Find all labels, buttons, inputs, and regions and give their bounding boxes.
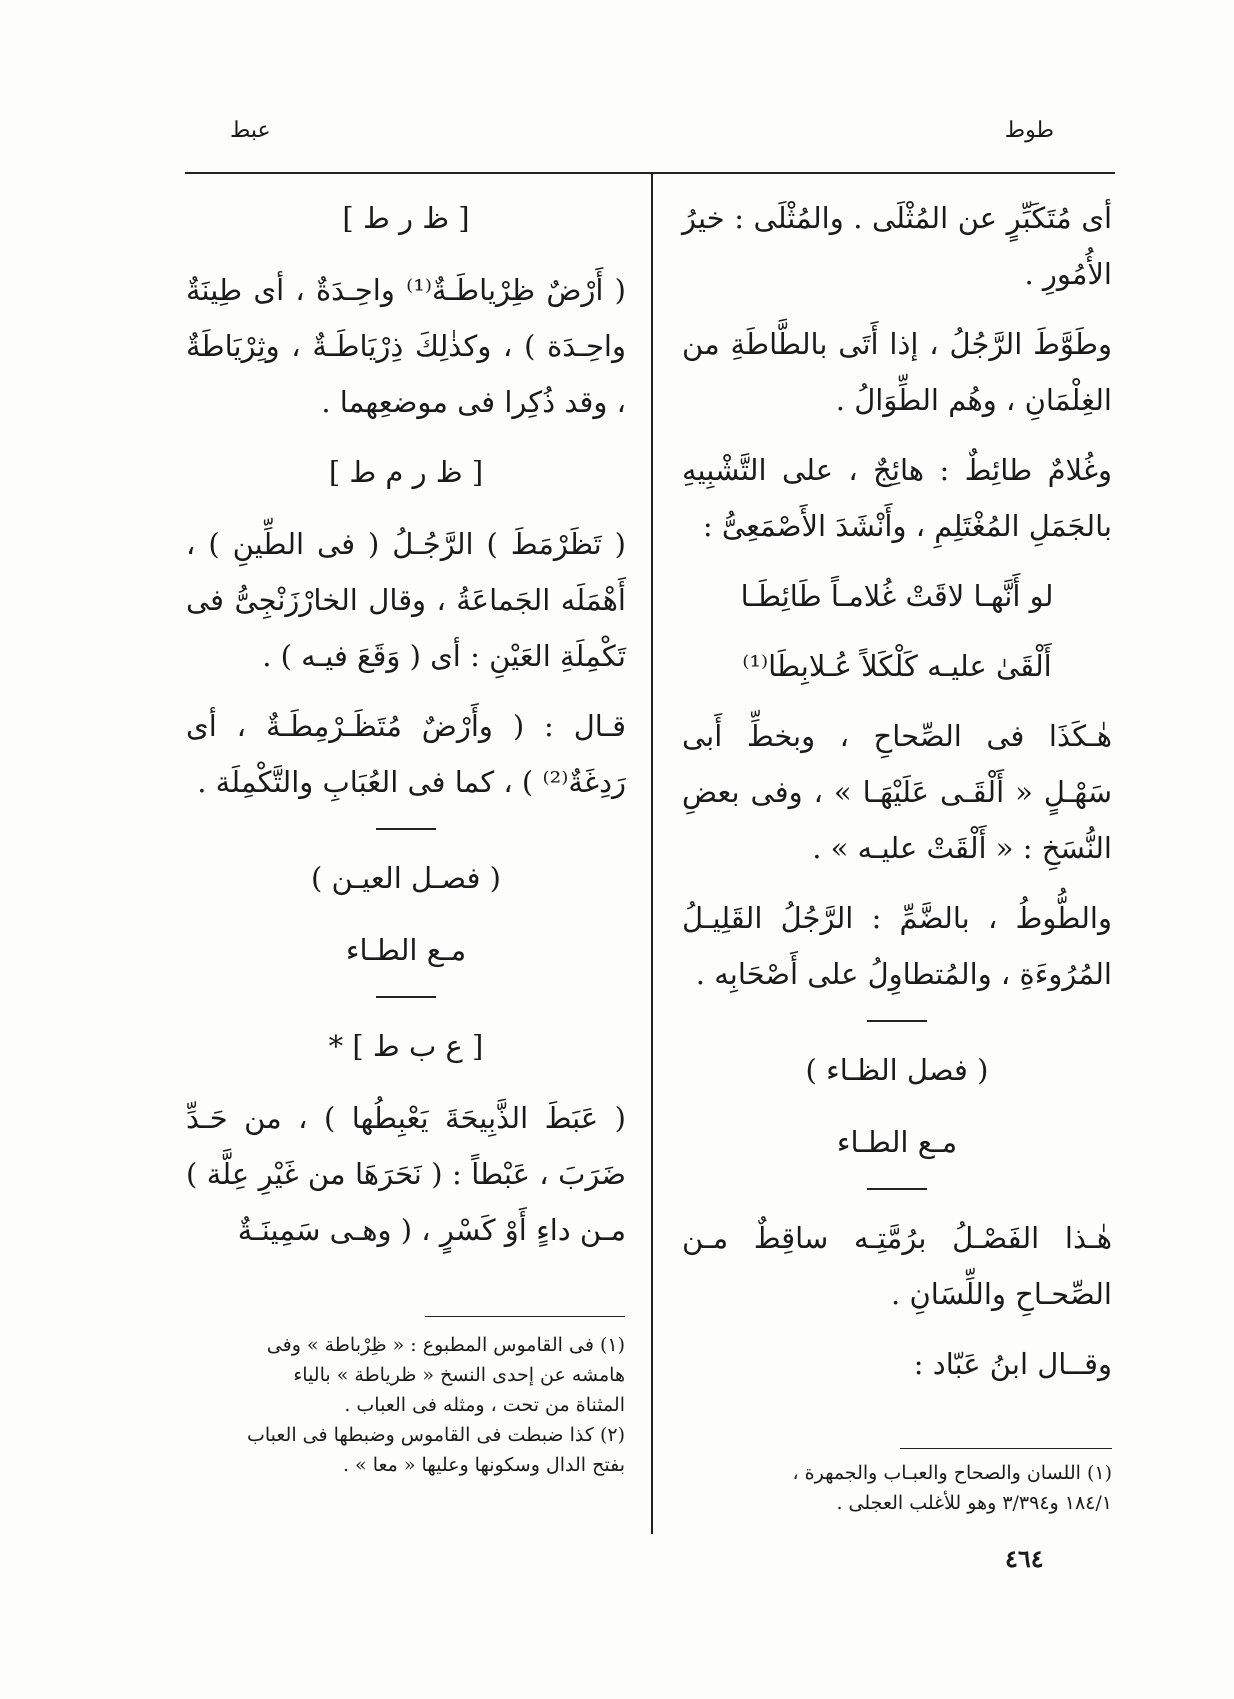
verse-line: لو أَنَّهـا لاقَتْ غُلامـاً طَائِطَـا (740, 579, 1054, 613)
footnote-line: ١٨٤/١ و٣/٣٩٤ وهو للأغلب العجلى . (836, 1492, 1112, 1514)
section-title: ( فصـل العيـن ) (311, 861, 501, 895)
right-column (682, 190, 1112, 1406)
header-rule (185, 172, 1115, 174)
footnotes-left (180, 1330, 625, 1480)
separator (867, 1188, 927, 1190)
paragraph: وغُلامٌ طائِطٌ : هائِجٌ ، على التَّشْبِيهِ بالجَمَلِ المُغْتَلِمِ ، وأَنْشَدَ الأَصْمَعِىُّ : (682, 453, 1112, 543)
paragraph: ( أَرْضٌ ظِرْياطَـةٌ⁽¹⁾ واحِـدَةٌ ، أى طِينَةٌ واحِـدَة ) ، وكذٰلِكَ ذِرْيَاطَـةٌ ، وثِرْيَاطَةٌ ، وقد ذُكِرا فى موضعِهما . (186, 273, 626, 419)
footnote-line: (٢) كذا ضبطت فى القاموس وضبطها فى العباب (246, 1424, 625, 1446)
paragraph: هٰـكَذَا فى الصِّحاحِ ، وبخطِّ أَبى سَهْـلٍ « أَلْقَـى عَلَيْهَـا » ، وفى بعضِ النُّسَخِ : « أَلْقَتْ عليـه » . (682, 719, 1112, 865)
paragraph: وقــال ابنُ عَبّاد : (913, 1347, 1112, 1381)
column-divider (651, 172, 653, 1534)
footnote-rule (900, 1448, 1112, 1449)
footnote-rule (425, 1316, 625, 1317)
separator (376, 996, 436, 998)
paragraph: قـال : ( وأَرْضٌ مُتَظَـرْمِطَـةٌ ، أى رَدِغَةٌ⁽²⁾ ) ، كما فى العُبَابِ والتَّكْمِلَة . (186, 709, 626, 799)
root-heading: [ ع ب ط ] * (328, 1029, 484, 1063)
footnote-line: المثناة من تحت ، ومثله فى العباب . (344, 1394, 625, 1416)
verse-line: أَلْقَىٰ عليـه كَلْكَلاً عُـلابِطَا⁽¹⁾ (742, 649, 1052, 683)
paragraph: هٰـذا الفَصْـلُ برُمَّتِـه ساقِطٌ مـن الصِّحـاحِ واللِّسَانِ . (682, 1221, 1112, 1311)
separator (867, 1020, 927, 1022)
section-subtitle: مـع الطـاء (345, 933, 467, 967)
root-heading: [ ظ ر ط ] (342, 201, 470, 235)
footnote-line: بفتح الدال وسكونها وعليها « معا » . (342, 1454, 625, 1476)
header-entry-right: طوط (1004, 118, 1054, 143)
header-entry-left: عبط (230, 118, 271, 143)
paragraph: ( عَبَطَ الذَّبِيحَةَ يَعْبِطُها ) ، من حَـدِّ ضَرَبَ ، عَبْطاً : ( نَحَرَهَا من غَيْرِ عِلَّة ) مـن داءٍ أَوْ كَسْرٍ ، ( وهـى سَمِينَـةٌ (186, 1101, 626, 1247)
section-subtitle: مـع الطـاء (836, 1125, 958, 1159)
page-number: ٤٦٤ (1005, 1544, 1044, 1573)
footnote-line: (١) فى القاموس المطبوع : « ظِرْباطة » وفى (266, 1334, 625, 1356)
section-title: ( فصل الظـاء ) (805, 1053, 989, 1087)
footnotes-right (690, 1458, 1112, 1518)
paragraph: أى مُتَكَبِّرٍ عن المُثْلَى . والمُثْلَى : خيرُ الأُمُورِ . (682, 201, 1112, 291)
left-column (186, 190, 626, 1272)
footnote-line: (١) اللسان والصحاح والعبـاب والجمهرة ، (792, 1462, 1112, 1484)
paragraph: وطَوَّطَ الرَّجُلُ ، إذا أَتَى بالطَّاطَةِ من الغِلْمَانِ ، وهُم الطِّوَالُ . (682, 327, 1112, 417)
separator (376, 828, 436, 830)
paragraph: والطُّوطُ ، بالضَّمِّ : الرَّجُلُ القَلِيـلُ المُرُوءَةِ ، والمُتطاوِلُ على أَصْحَابِه . (682, 901, 1112, 991)
footnote-line: هامشه عن إحدى النسخ « ظرياطة » بالياء (293, 1364, 625, 1386)
paragraph: ( تَظَرْمَطَ ) الرَّجُـلُ ( فى الطِّينِ ) ، أَهْمَلَه الجَماعَةُ ، وقال الخارْزَنْجِىُّ فى تَكْمِلَةِ العَيْنِ : أى ( وَقَعَ فيـه ) . (186, 527, 626, 673)
root-heading: [ ظ ر م ط ] (328, 455, 484, 489)
